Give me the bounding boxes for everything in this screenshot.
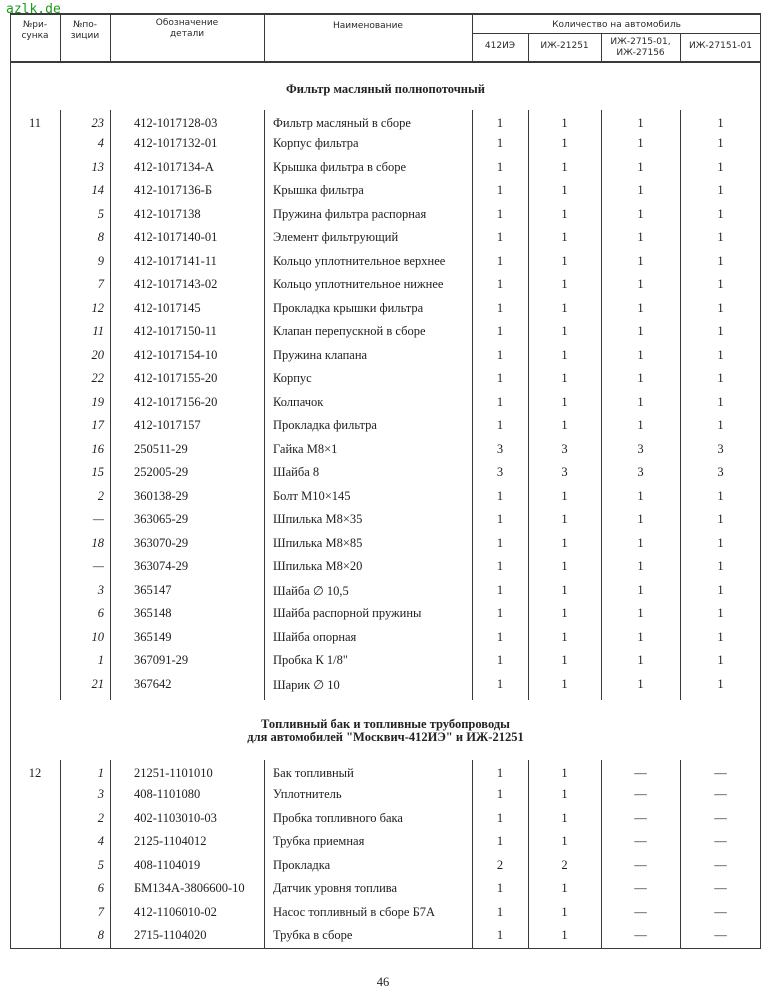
quantity-cell: 1 [496, 834, 504, 848]
quantity-cell: 1 [496, 512, 504, 526]
quantity-cell: 1 [561, 183, 568, 197]
quantity-cell: 1 [496, 230, 504, 244]
table-row [10, 230, 761, 252]
quantity-cell: 1 [561, 324, 568, 338]
quantity-cell: 1 [561, 536, 568, 550]
quantity-cell: 1 [637, 160, 644, 174]
quantity-cell: 1 [561, 254, 568, 268]
header-position-number-line1: №по- [73, 20, 97, 30]
table-row [10, 536, 761, 558]
part-name: Датчик уровня топлива [273, 881, 398, 895]
quantity-cell: — [634, 928, 647, 942]
position-number: 3 [97, 583, 104, 597]
part-name: Шпилька М8×35 [273, 512, 363, 526]
quantity-cell: 1 [496, 811, 504, 825]
part-code: 412-1017156-20 [134, 395, 218, 409]
quantity-cell: 1 [561, 371, 568, 385]
quantity-cell: 3 [717, 465, 724, 479]
quantity-cell: 1 [561, 559, 568, 573]
quantity-cell: 1 [561, 160, 568, 174]
section-title-fuel-tank-line1: Топливный бак и топливные трубопроводы [261, 717, 510, 731]
part-code: 363074-29 [134, 559, 189, 573]
header-divider [264, 13, 265, 62]
position-number: 7 [97, 277, 104, 291]
quantity-cell: 1 [717, 277, 724, 291]
quantity-cell: 1 [561, 418, 568, 432]
quantity-cell: 2 [496, 858, 504, 872]
position-number: 17 [91, 418, 104, 432]
part-name: Уплотнитель [273, 787, 342, 801]
quantity-cell: 1 [561, 136, 568, 150]
part-code: 408-1101080 [134, 787, 201, 801]
table-row [10, 489, 761, 511]
page-number: 46 [376, 975, 390, 989]
part-code: 250511-29 [134, 442, 188, 456]
quantity-cell: 1 [637, 230, 644, 244]
quantity-cell: 3 [561, 465, 568, 479]
quantity-cell: 1 [496, 348, 504, 362]
quantity-cell: 1 [717, 371, 724, 385]
table-row [10, 277, 761, 299]
quantity-cell: 1 [717, 653, 724, 667]
position-number: 13 [91, 160, 104, 174]
quantity-cell: 1 [637, 677, 644, 691]
quantity-cell: 1 [496, 630, 504, 644]
part-code: 412-1017128-03 [134, 116, 218, 130]
quantity-cell: 1 [496, 928, 504, 942]
part-code: 412-1017134-А [134, 160, 214, 174]
part-name: Кольцо уплотнительное верхнее [273, 254, 446, 268]
quantity-cell: — [714, 881, 727, 895]
table-row [10, 301, 761, 323]
position-number: 1 [97, 766, 104, 780]
part-name: Шарик ∅ 10 [273, 678, 340, 692]
part-name: Пробка топливного бака [273, 811, 403, 825]
part-name: Гайка М8×1 [273, 442, 338, 456]
quantity-cell: 1 [561, 928, 568, 942]
quantity-cell: — [714, 766, 727, 780]
part-name: Крышка фильтра в сборе [273, 160, 407, 174]
quantity-cell: 1 [496, 207, 504, 221]
part-name: Болт М10×145 [273, 489, 351, 503]
quantity-cell: — [634, 905, 647, 919]
position-number: — [92, 559, 104, 573]
table-row [10, 677, 761, 699]
quantity-cell: 1 [717, 489, 724, 503]
table-row [10, 136, 761, 158]
quantity-cell: 1 [496, 653, 504, 667]
position-number: 8 [97, 230, 104, 244]
quantity-cell: 1 [496, 489, 504, 503]
section-title-fuel-tank-line2: для автомобилей "Москвич-412ИЭ" и ИЖ-21251 [247, 730, 524, 744]
part-code: БМ134А-3806600-10 [134, 881, 245, 895]
position-number: 6 [97, 881, 104, 895]
position-number: 2 [97, 811, 104, 825]
quantity-cell: 1 [561, 512, 568, 526]
header-position-number [60, 13, 110, 61]
quantity-cell: 1 [717, 418, 724, 432]
quantity-cell: 1 [561, 630, 568, 644]
part-code: 365149 [134, 630, 172, 644]
part-name: Шайба ∅ 10,5 [273, 584, 349, 598]
header-qty-izh-2715-01-line2: ИЖ-27156 [616, 48, 665, 58]
quantity-cell: 1 [496, 371, 504, 385]
quantity-cell: 1 [717, 301, 724, 315]
section-title-oil-filter: Фильтр масляный полнопоточный [286, 82, 485, 96]
table-row [10, 116, 761, 138]
table-row [10, 371, 761, 393]
quantity-cell: 1 [717, 348, 724, 362]
quantity-cell: 1 [637, 606, 644, 620]
quantity-cell: 1 [496, 277, 504, 291]
header-qty-izh-27151-01: ИЖ-27151-01 [688, 41, 752, 51]
part-name: Прокладка крышки фильтра [273, 301, 424, 315]
section-title-fuel-tank [10, 718, 761, 744]
quantity-cell: 1 [496, 766, 504, 780]
position-number: 16 [91, 442, 104, 456]
header-part-code-line2: детали [169, 29, 205, 39]
header-figure-number [10, 13, 60, 61]
quantity-cell: 3 [561, 442, 568, 456]
table-row [10, 348, 761, 370]
table-row [10, 811, 761, 833]
part-name: Шайба распорной пружины [273, 606, 422, 620]
part-name: Прокладка фильтра [273, 418, 377, 432]
position-number: 8 [97, 928, 104, 942]
position-number: 18 [91, 536, 104, 550]
table-row [10, 254, 761, 276]
quantity-cell: 1 [637, 653, 644, 667]
position-number: 4 [97, 834, 104, 848]
header-divider [60, 13, 61, 62]
part-name: Фильтр масляный в сборе [273, 116, 411, 130]
position-number: 14 [91, 183, 104, 197]
part-code: 408-1104019 [134, 858, 201, 872]
watermark: azlk.de [6, 2, 61, 17]
quantity-cell: 1 [717, 559, 724, 573]
position-number: 3 [97, 787, 104, 801]
quantity-cell: 3 [717, 442, 724, 456]
quantity-cell: 1 [496, 677, 504, 691]
position-number: 22 [91, 371, 104, 385]
part-name: Корпус фильтра [273, 136, 359, 150]
quantity-cell: — [714, 928, 727, 942]
header-position-number-line2: зиции [70, 31, 100, 41]
quantity-cell: 1 [496, 583, 504, 597]
table-row [10, 395, 761, 417]
table-row [10, 512, 761, 534]
quantity-cell: — [634, 834, 647, 848]
quantity-cell: 1 [637, 418, 644, 432]
quantity-cell: 1 [717, 395, 724, 409]
header-figure-number-line2: сунка [21, 31, 49, 41]
quantity-cell: 1 [561, 583, 568, 597]
quantity-cell: — [714, 905, 727, 919]
part-code: 367642 [134, 677, 172, 691]
quantity-cell: 1 [561, 277, 568, 291]
quantity-cell: 1 [717, 116, 724, 130]
part-name: Колпачок [273, 395, 324, 409]
part-code: 412-1017141-11 [134, 254, 217, 268]
position-number: 21 [91, 677, 104, 691]
quantity-cell: 1 [496, 254, 504, 268]
quantity-cell: — [714, 858, 727, 872]
quantity-cell: 1 [561, 116, 568, 130]
part-code: 365148 [134, 606, 172, 620]
quantity-cell: 1 [717, 136, 724, 150]
position-number: 19 [91, 395, 104, 409]
quantity-cell: — [634, 787, 647, 801]
quantity-cell: 1 [717, 512, 724, 526]
quantity-cell: 1 [637, 136, 644, 150]
quantity-cell: 1 [637, 254, 644, 268]
quantity-cell: 1 [561, 606, 568, 620]
quantity-cell: 1 [496, 606, 504, 620]
table-row [10, 858, 761, 880]
quantity-cell: 1 [637, 583, 644, 597]
quantity-cell: 1 [561, 301, 568, 315]
position-number: 12 [91, 301, 104, 315]
header-part-code [110, 13, 264, 61]
quantity-cell: 1 [717, 630, 724, 644]
quantity-cell: 1 [561, 489, 568, 503]
table-row [10, 160, 761, 182]
header-divider [472, 13, 473, 62]
position-number: 2 [97, 489, 104, 503]
table-row [10, 183, 761, 205]
header-part-name: Наименование [333, 21, 403, 31]
part-name: Пружина клапана [273, 348, 368, 362]
position-number: 5 [97, 207, 104, 221]
position-number: 15 [91, 465, 104, 479]
part-code: 2125-1104012 [134, 834, 207, 848]
quantity-cell: 1 [637, 324, 644, 338]
quantity-cell: 1 [496, 301, 504, 315]
position-number: 6 [97, 606, 104, 620]
part-name: Кольцо уплотнительное нижнее [273, 277, 444, 291]
position-number: — [92, 512, 104, 526]
quantity-cell: 1 [637, 630, 644, 644]
quantity-cell: — [714, 834, 727, 848]
quantity-cell: 1 [637, 183, 644, 197]
part-name: Трубка в сборе [273, 928, 353, 942]
part-code: 367091-29 [134, 653, 189, 667]
position-number: 10 [91, 630, 104, 644]
header-qty-izh-2715-01-line1: ИЖ-2715-01, [610, 37, 671, 47]
part-code: 21251-1101010 [134, 766, 213, 780]
quantity-cell: 1 [637, 301, 644, 315]
quantity-cell: 1 [496, 418, 504, 432]
table-row [10, 630, 761, 652]
table-row [10, 787, 761, 809]
quantity-cell: 1 [496, 183, 504, 197]
quantity-cell: — [634, 766, 647, 780]
quantity-cell: 1 [561, 207, 568, 221]
quantity-cell: 1 [637, 559, 644, 573]
header-qty-izh-2715-01 [601, 35, 680, 61]
part-name: Шпилька М8×85 [273, 536, 363, 550]
part-code: 412-1017140-01 [134, 230, 218, 244]
position-number: 5 [97, 858, 104, 872]
quantity-cell: — [714, 811, 727, 825]
quantity-cell: 1 [496, 905, 504, 919]
table-row [10, 905, 761, 927]
quantity-cell: 1 [637, 489, 644, 503]
part-code: 2715-1104020 [134, 928, 207, 942]
quantity-cell: — [634, 858, 647, 872]
quantity-cell: 1 [637, 348, 644, 362]
table-row [10, 207, 761, 229]
part-name: Трубка приемная [273, 834, 365, 848]
part-name: Насос топливный в сборе Б7А [273, 905, 436, 919]
part-code: 360138-29 [134, 489, 189, 503]
part-code: 412-1017157 [134, 418, 201, 432]
quantity-cell: 1 [637, 277, 644, 291]
table-row [10, 418, 761, 440]
quantity-cell: 1 [561, 677, 568, 691]
part-name: Шайба опорная [273, 630, 357, 644]
part-name: Бак топливный [273, 766, 354, 780]
quantity-cell: 1 [561, 766, 568, 780]
part-name: Крышка фильтра [273, 183, 364, 197]
part-code: 365147 [134, 583, 172, 597]
part-name: Элемент фильтрующий [273, 230, 399, 244]
position-number: 9 [97, 254, 104, 268]
quantity-cell: 3 [637, 442, 644, 456]
position-number: 11 [92, 324, 104, 338]
part-code: 412-1106010-02 [134, 905, 217, 919]
header-divider [110, 13, 111, 62]
header-quantity-group: Количество на автомобиль [552, 20, 681, 30]
part-code: 363065-29 [134, 512, 189, 526]
part-code: 252005-29 [134, 465, 189, 479]
table-row [10, 465, 761, 487]
quantity-cell: 1 [637, 512, 644, 526]
table-row [10, 928, 761, 950]
quantity-cell: 1 [561, 905, 568, 919]
header-divider [472, 33, 761, 34]
quantity-cell: 1 [496, 881, 504, 895]
table-row [10, 606, 761, 628]
part-code: 412-1017136-Б [134, 183, 213, 197]
table-row [10, 653, 761, 675]
part-name: Корпус [273, 371, 312, 385]
figure-number: 12 [28, 766, 42, 780]
part-code: 402-1103010-03 [134, 811, 217, 825]
table-row [10, 559, 761, 581]
part-name: Пробка К 1/8" [273, 653, 348, 667]
part-code: 412-1017145 [134, 301, 201, 315]
quantity-cell: — [714, 787, 727, 801]
quantity-cell: 1 [637, 536, 644, 550]
part-code: 412-1017138 [134, 207, 201, 221]
quantity-cell: 1 [717, 207, 724, 221]
part-name: Клапан перепускной в сборе [273, 324, 426, 338]
quantity-cell: 2 [561, 858, 568, 872]
quantity-cell: 1 [717, 183, 724, 197]
quantity-cell: 1 [637, 207, 644, 221]
quantity-cell: 1 [561, 834, 568, 848]
quantity-cell: 1 [717, 160, 724, 174]
quantity-cell: 1 [637, 395, 644, 409]
position-number: 4 [97, 136, 104, 150]
quantity-cell: 1 [496, 559, 504, 573]
position-number: 7 [97, 905, 104, 919]
part-code: 412-1017155-20 [134, 371, 218, 385]
quantity-cell: 1 [717, 606, 724, 620]
quantity-cell: 1 [561, 653, 568, 667]
position-number: 20 [91, 348, 104, 362]
quantity-cell: 1 [561, 395, 568, 409]
figure-number: 11 [28, 116, 42, 130]
table-row [10, 881, 761, 903]
quantity-cell: 3 [637, 465, 644, 479]
position-number: 1 [97, 653, 104, 667]
header-qty-izh-21251: ИЖ-21251 [540, 41, 589, 51]
header-figure-number-line1: №ри- [22, 20, 48, 30]
quantity-cell: 1 [496, 536, 504, 550]
part-code: 412-1017150-11 [134, 324, 217, 338]
quantity-cell: 1 [496, 136, 504, 150]
quantity-cell: 3 [496, 465, 504, 479]
table-row [10, 583, 761, 605]
header-part-code-line1: Обозначение [155, 18, 219, 28]
quantity-cell: 1 [717, 254, 724, 268]
table-row [10, 442, 761, 464]
quantity-cell: 1 [496, 395, 504, 409]
quantity-cell: 1 [561, 348, 568, 362]
part-name: Шайба 8 [273, 465, 320, 479]
quantity-cell: 1 [496, 324, 504, 338]
quantity-cell: 1 [496, 787, 504, 801]
table-header [10, 13, 761, 63]
part-name: Пружина фильтра распорная [273, 207, 427, 221]
header-divider [680, 33, 681, 62]
quantity-cell: 1 [561, 787, 568, 801]
header-divider [528, 33, 529, 62]
header-qty-412ie: 412ИЭ [484, 41, 516, 51]
quantity-cell: — [634, 811, 647, 825]
quantity-cell: 1 [717, 324, 724, 338]
quantity-cell: 1 [496, 116, 504, 130]
part-code: 412-1017132-01 [134, 136, 218, 150]
part-code: 363070-29 [134, 536, 189, 550]
quantity-cell: 1 [717, 583, 724, 597]
quantity-cell: 1 [561, 811, 568, 825]
part-name: Прокладка [273, 858, 331, 872]
table-row [10, 834, 761, 856]
quantity-cell: 1 [496, 160, 504, 174]
table-row [10, 766, 761, 788]
table-row [10, 324, 761, 346]
position-number: 23 [91, 116, 104, 130]
quantity-cell: 3 [496, 442, 504, 456]
quantity-cell: 1 [717, 536, 724, 550]
quantity-cell: 1 [717, 230, 724, 244]
quantity-cell: 1 [561, 881, 568, 895]
quantity-cell: 1 [717, 677, 724, 691]
quantity-cell: — [634, 881, 647, 895]
header-divider [601, 33, 602, 62]
quantity-cell: 1 [637, 116, 644, 130]
part-code: 412-1017154-10 [134, 348, 218, 362]
part-code: 412-1017143-02 [134, 277, 218, 291]
quantity-cell: 1 [637, 371, 644, 385]
part-name: Шпилька М8×20 [273, 559, 363, 573]
quantity-cell: 1 [561, 230, 568, 244]
